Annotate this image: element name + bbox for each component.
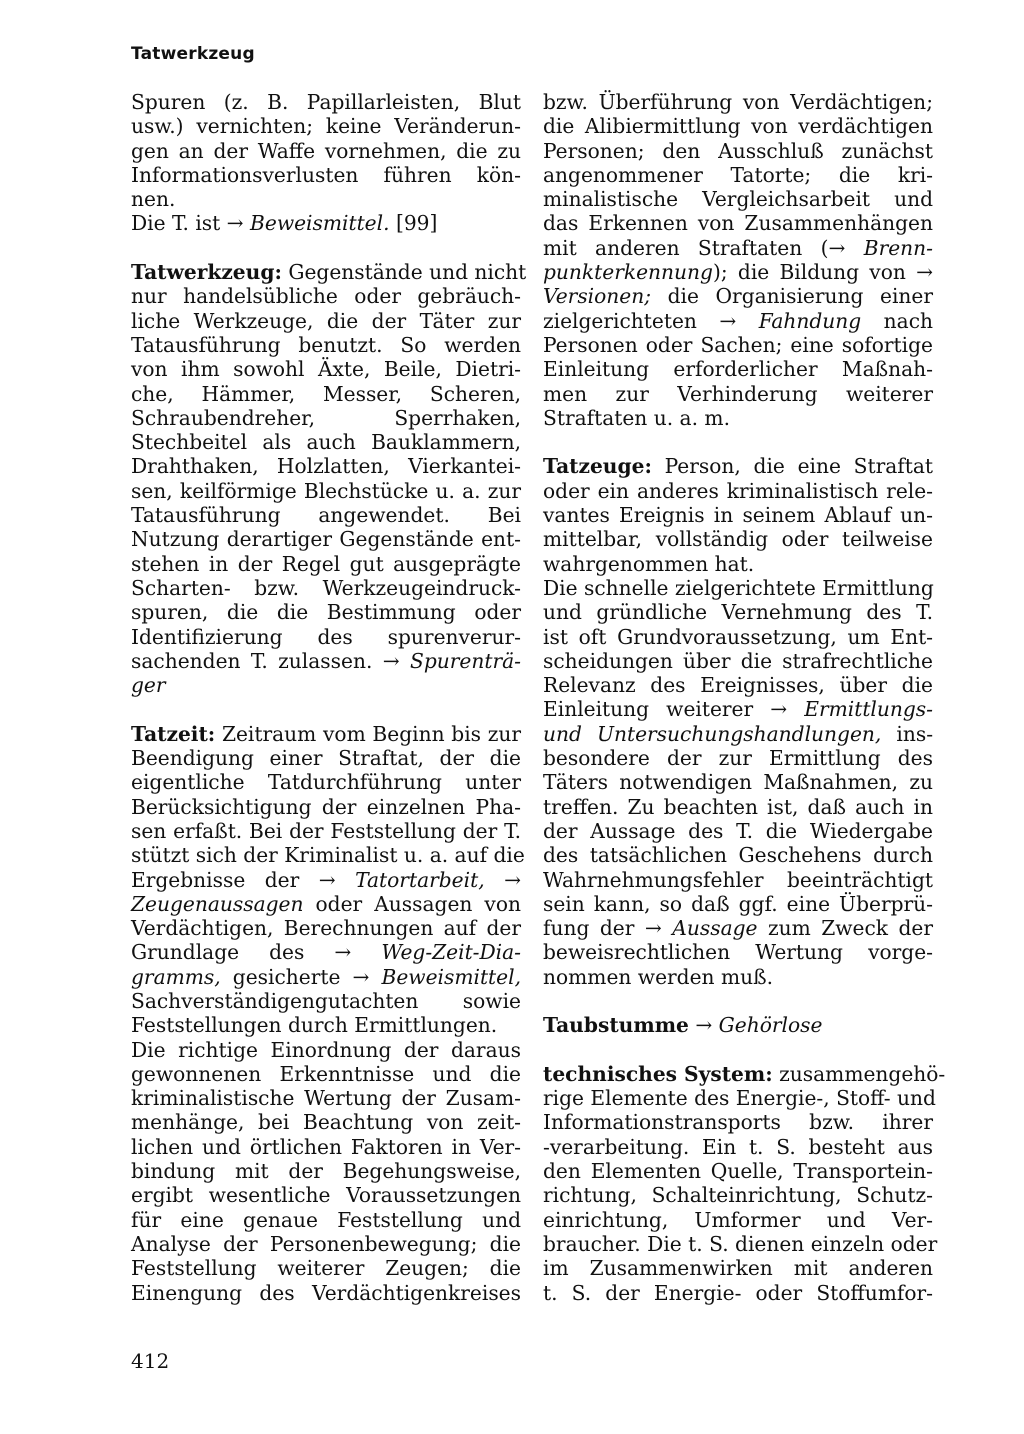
entry-tatzeuge <box>543 454 933 989</box>
entry-term: Tatwerkzeug: <box>131 260 282 285</box>
entry-term: technisches System: <box>543 1061 773 1086</box>
text-line: vantes Ereignis in seinem Ablauf un- <box>543 503 933 528</box>
cross-reference-line: Die T. ist → Beweismittel. [99] <box>131 211 438 236</box>
text-line: Feststellungen durch Ermittlungen. <box>131 1013 498 1038</box>
cross-reference: Fahndung <box>758 308 862 333</box>
text-line: stehen in der Regel gut ausgeprägte <box>131 551 521 576</box>
text-line: Schraubendreher, Sperrhaken, <box>131 405 521 430</box>
cross-reference-line: Ergebnisse der → Tatortarbeit, → <box>131 867 521 892</box>
arrow-symbol: → <box>695 1013 713 1038</box>
entry-tatwerkzeug <box>131 260 527 698</box>
text-line: von ihm sowohl Äxte, Beile, Dietri- <box>131 357 521 382</box>
text-line: Täters notwendigen Maßnahmen, zu <box>543 770 933 795</box>
text-line: Identifizierung des spurenverur- <box>131 624 521 649</box>
text-line: braucher. Die t. S. dienen einzeln oder <box>543 1231 938 1256</box>
text-line: bindung mit der Begehungsweise, <box>131 1159 521 1184</box>
text-line: Die richtige Einordnung der daraus <box>131 1037 521 1062</box>
text-line: liche Werkzeuge, die der Täter zur <box>131 308 521 333</box>
text-line: sen, keilförmige Blechstücke u. a. zur <box>131 478 521 503</box>
cross-reference: Gehörlose <box>718 1013 823 1038</box>
text-line: oder ein anderes kriminalistisch rele- <box>543 478 933 503</box>
text-line: -verarbeitung. Ein t. S. besteht aus <box>543 1134 933 1159</box>
text-line: Die schnelle zielgerichtete Ermittlung <box>543 575 934 600</box>
text-line: Feststellung weiterer Zeugen; die <box>131 1256 521 1281</box>
cross-reference-line: Grundlage des → Weg-Zeit-Dia- <box>131 940 521 965</box>
text-line: Sachverständigengutachten sowie <box>131 988 521 1013</box>
text-line: kriminalistische Wertung der Zusam- <box>131 1086 521 1111</box>
text-line: Tatausführung angewendet. Bei <box>131 503 521 528</box>
text-line: der Aussage des T. die Wiedergabe <box>543 818 933 843</box>
entry-first-line: Tatzeuge: Person, die eine Straftat <box>543 454 933 479</box>
text-line: angenommener Tatorte; die kri- <box>543 162 933 187</box>
cross-reference-line: zielgerichteten → Fahndung nach <box>543 308 934 333</box>
cross-reference: Beweismittel, <box>381 964 521 989</box>
text-line: nen. <box>131 187 176 212</box>
text-line: Informationsverlusten führen kön- <box>131 162 521 187</box>
text-line: men zur Verhinderung weiterer <box>543 381 933 406</box>
text-line: Einleitung erforderlicher Maßnah- <box>543 357 933 382</box>
text-line: usw.) vernichten; keine Veränderun- <box>131 114 521 139</box>
entry-first-line: Tatwerkzeug: Gegenstände und nicht <box>131 260 527 285</box>
entry-tatzeit <box>131 721 525 1305</box>
entry-first-line: technisches System: zusammengehö- <box>543 1061 946 1086</box>
text-line: ist oft Grundvoraussetzung, um Ent- <box>543 624 933 649</box>
cross-reference-line: fung der → Aussage zum Zweck der <box>543 916 934 941</box>
page-number: 412 <box>131 1349 170 1373</box>
text-line: Spuren (z. B. Papillarleisten, Blut <box>131 90 521 114</box>
text-line: Wahrnehmungsfehler beeinträchtigt <box>543 867 933 892</box>
cross-reference: Brenn- <box>863 235 933 260</box>
text-line: das Erkennen von Zusammenhängen <box>543 211 933 236</box>
text-line: spuren, die die Bestimmung oder <box>131 600 521 625</box>
text-line: menhänge, bei Beachtung von zeit- <box>131 1110 521 1135</box>
running-head: Tatwerkzeug <box>131 44 255 64</box>
text-line: Tatausführung benutzt. So werden <box>131 332 521 357</box>
text-line: Einengung des Verdächtigenkreises <box>131 1280 521 1305</box>
text-line: che, Hämmer, Messer, Scheren, <box>131 381 521 406</box>
cross-reference: Ermittlungs- <box>804 697 933 722</box>
text-line: Drahthaken, Holzlatten, Vierkantei- <box>131 454 521 479</box>
left-column <box>131 90 527 1305</box>
text-line: ergibt wesentliche Voraussetzungen <box>131 1183 521 1208</box>
entry-term: Tatzeuge: <box>543 454 652 479</box>
text-line: scheidungen über die strafrechtliche <box>543 648 933 673</box>
text-line: gen an der Waffe vornehmen, die zu <box>131 138 521 163</box>
cross-reference-line: Zeugenaussagen oder Aussagen von <box>131 891 521 916</box>
text-line: ger <box>131 673 166 698</box>
cross-reference: Beweismittel. <box>250 211 390 236</box>
cross-reference: Versionen; <box>543 284 652 309</box>
cross-reference: Zeugenaussagen <box>131 891 304 916</box>
cross-reference: punkterkennung <box>543 260 713 285</box>
text-line: Personen oder Sachen; eine sofortige <box>543 332 933 357</box>
cross-reference-line: mit anderen Straftaten (→ Brenn- <box>543 235 933 260</box>
text-line: beweisrechtlichen Wertung vorge- <box>543 940 933 965</box>
text-line: stützt sich der Kriminalist u. a. auf die <box>131 843 525 868</box>
text-line: einrichtung, Umformer und Ver- <box>543 1207 933 1232</box>
text-line: Stechbeitel als auch Bauklammern, <box>131 430 521 455</box>
cross-reference-line: sachenden T. zulassen. → Spurenträ- <box>131 648 521 673</box>
cross-reference: Weg-Zeit-Dia- <box>381 940 521 965</box>
text-line: Berücksichtigung der einzelnen Pha- <box>131 794 521 819</box>
entry-technisches-system <box>543 1061 946 1305</box>
cross-reference-line: gramms, gesicherte → Beweismittel, <box>131 964 521 989</box>
text-line: Personen; den Ausschluß zunächst <box>543 138 933 163</box>
text-line: für eine genaue Feststellung und <box>131 1207 521 1232</box>
text-line: Analyse der Personenbewegung; die <box>131 1231 521 1256</box>
cross-reference-line: und Untersuchungshandlungen, ins- <box>543 721 934 746</box>
continued-entry <box>131 90 521 236</box>
text-line: den Elementen Quelle, Transportein- <box>543 1159 933 1184</box>
text-line: bzw. Überführung von Verdächtigen; <box>543 90 933 114</box>
entry-first-line: Tatzeit: Zeitraum vom Beginn bis zur <box>131 721 521 746</box>
text-line: Straftaten u. a. m. <box>543 405 730 430</box>
text-line: wahrgenommen hat. <box>543 551 755 576</box>
text-line: sein kann, so daß ggf. eine Überprü- <box>543 891 933 916</box>
text-line: und gründliche Vernehmung des T. <box>543 600 933 625</box>
text-line: im Zusammenwirken mit anderen <box>543 1256 933 1281</box>
text-line: eigentliche Tatdurchführung unter <box>131 770 521 795</box>
cross-reference-line: Versionen; die Organisierung einer <box>543 284 933 309</box>
cross-reference: Spurenträ- <box>410 648 521 673</box>
text-line: minalistische Vergleichsarbeit und <box>543 187 933 212</box>
text-line: rige Elemente des Energie-, Stoff- und <box>543 1086 936 1111</box>
text-line: des tatsächlichen Geschehens durch <box>543 843 933 868</box>
text-line: Nutzung derartiger Gegenstände ent- <box>131 527 521 552</box>
cross-reference-line: punkterkennung); die Bildung von → <box>543 260 933 285</box>
cross-reference: Aussage <box>672 916 758 941</box>
text-line: sen erfaßt. Bei der Feststellung der T. <box>131 818 521 843</box>
text-line: Beendigung einer Straftat, der die <box>131 746 521 771</box>
text-line: treffen. Zu beachten ist, daß auch in <box>543 794 933 819</box>
text-line: gewonnenen Erkenntnisse und die <box>131 1061 521 1086</box>
entry-term: Taubstumme <box>543 1013 689 1038</box>
text-line: lichen und örtlichen Faktoren in Ver- <box>131 1134 521 1159</box>
text-line: richtung, Schalteinrichtung, Schutz- <box>543 1183 933 1208</box>
text-line: Scharten- bzw. Werkzeugeindruck- <box>131 575 521 600</box>
text-line: Informationstransports bzw. ihrer <box>543 1110 933 1135</box>
text-line: Verdächtigen, Berechnungen auf der <box>131 916 521 941</box>
continued-entry <box>543 90 933 430</box>
text-line: besondere der zur Ermittlung des <box>543 746 933 771</box>
text-line: nur handelsübliche oder gebräuch- <box>131 284 521 309</box>
entry-term: Tatzeit: <box>131 721 216 746</box>
text-line: Relevanz des Ereignisses, über die <box>543 673 933 698</box>
right-column <box>543 90 946 1305</box>
entry-taubstumme <box>543 1013 933 1037</box>
cross-reference: Tatortarbeit, <box>355 867 485 892</box>
text-line: mittelbar, vollständig oder teilweise <box>543 527 933 552</box>
text-line: die Alibiermittlung von verdächtigen <box>543 114 933 139</box>
text-line: nommen werden muß. <box>543 964 774 989</box>
cross-reference: und Untersuchungshandlungen, <box>543 721 882 746</box>
text-line: t. S. der Energie- oder Stoffumfor- <box>543 1280 933 1305</box>
cross-reference-line: Einleitung weiterer → Ermittlungs- <box>543 697 933 722</box>
entry-first-line <box>543 1013 933 1037</box>
